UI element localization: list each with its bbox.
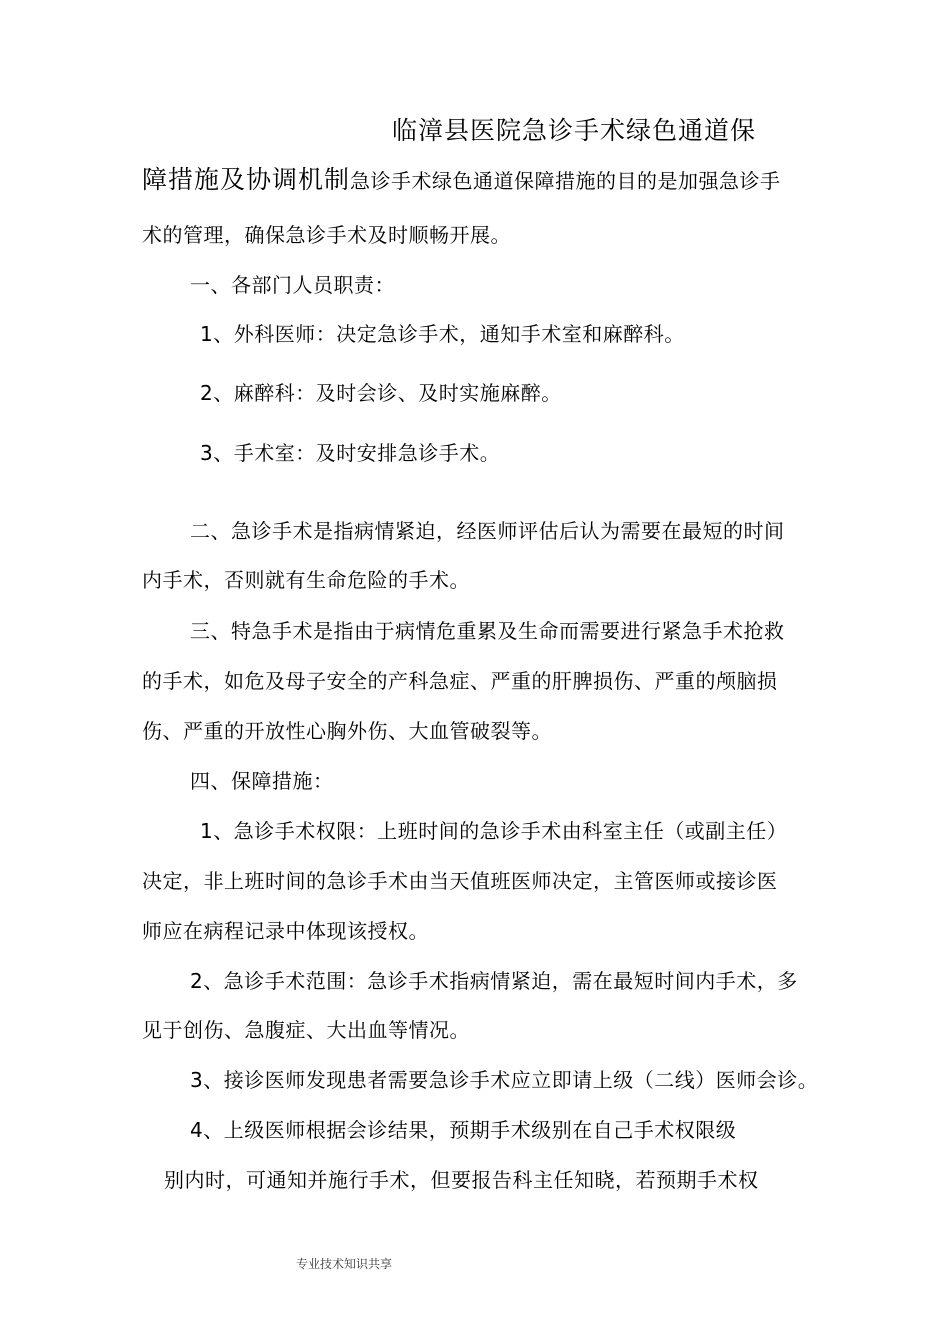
paragraph-line: 伤、严重的开放性心胸外伤、大血管破裂等。 bbox=[142, 719, 552, 743]
paragraph-line: 术的管理，确保急诊手术及时顺畅开展。 bbox=[142, 223, 511, 247]
paragraph-line: 别内时，可通知并施行手术，但要报告科主任知晓，若预期手术权 bbox=[164, 1168, 759, 1192]
paragraph-line: 2、急诊手术范围：急诊手术指病情紧迫，需在最短时间内手术，多 bbox=[190, 969, 798, 993]
paragraph-line: 1、急诊手术权限：上班时间的急诊手术由科室主任（或副主任） bbox=[200, 819, 788, 843]
section-heading-measures: 四、保障措施： bbox=[190, 769, 334, 793]
paragraph-line: 师应在病程记录中体现该授权。 bbox=[142, 919, 429, 943]
list-item: 2、麻醉科：及时会诊、及时实施麻醉。 bbox=[200, 381, 562, 405]
paragraph-line: 内手术，否则就有生命危险的手术。 bbox=[142, 568, 470, 592]
list-item: 3、手术室：及时安排急诊手术。 bbox=[200, 441, 501, 465]
intro-text: 急诊手术绿色通道保障措施的目的是加强急诊手 bbox=[350, 169, 781, 193]
paragraph-line: 3、接诊医师发现患者需要急诊手术应立即请上级（二线）医师会诊。 bbox=[190, 1068, 819, 1092]
paragraph-line: 二、急诊手术是指病情紧迫，经医师评估后认为需要在最短的时间 bbox=[190, 519, 785, 543]
page-footer: 专业技术知识共享 bbox=[296, 1257, 393, 1271]
list-item: 1、外科医师：决定急诊手术，通知手术室和麻醉科。 bbox=[200, 322, 685, 346]
paragraph-line: 见于创伤、急腹症、大出血等情况。 bbox=[142, 1018, 470, 1042]
title-and-intro-line bbox=[142, 165, 781, 194]
paragraph-line: 三、特急手术是指由于病情危重累及生命而需要进行紧急手术抢救 bbox=[190, 619, 785, 643]
document-title-line-1: 临漳县医院急诊手术绿色通道保 bbox=[392, 116, 757, 145]
paragraph-line: 决定，非上班时间的急诊手术由当天值班医师决定，主管医师或接诊医 bbox=[142, 869, 778, 893]
section-heading-responsibilities: 一、各部门人员职责： bbox=[190, 273, 395, 297]
paragraph-line: 的手术，如危及母子安全的产科急症、严重的肝脾损伤、严重的颅脑损 bbox=[142, 669, 778, 693]
document-title-line-2: 障措施及协调机制 bbox=[142, 165, 351, 194]
paragraph-line: 4、上级医师根据会诊结果，预期手术级别在自己手术权限级 bbox=[190, 1118, 737, 1142]
